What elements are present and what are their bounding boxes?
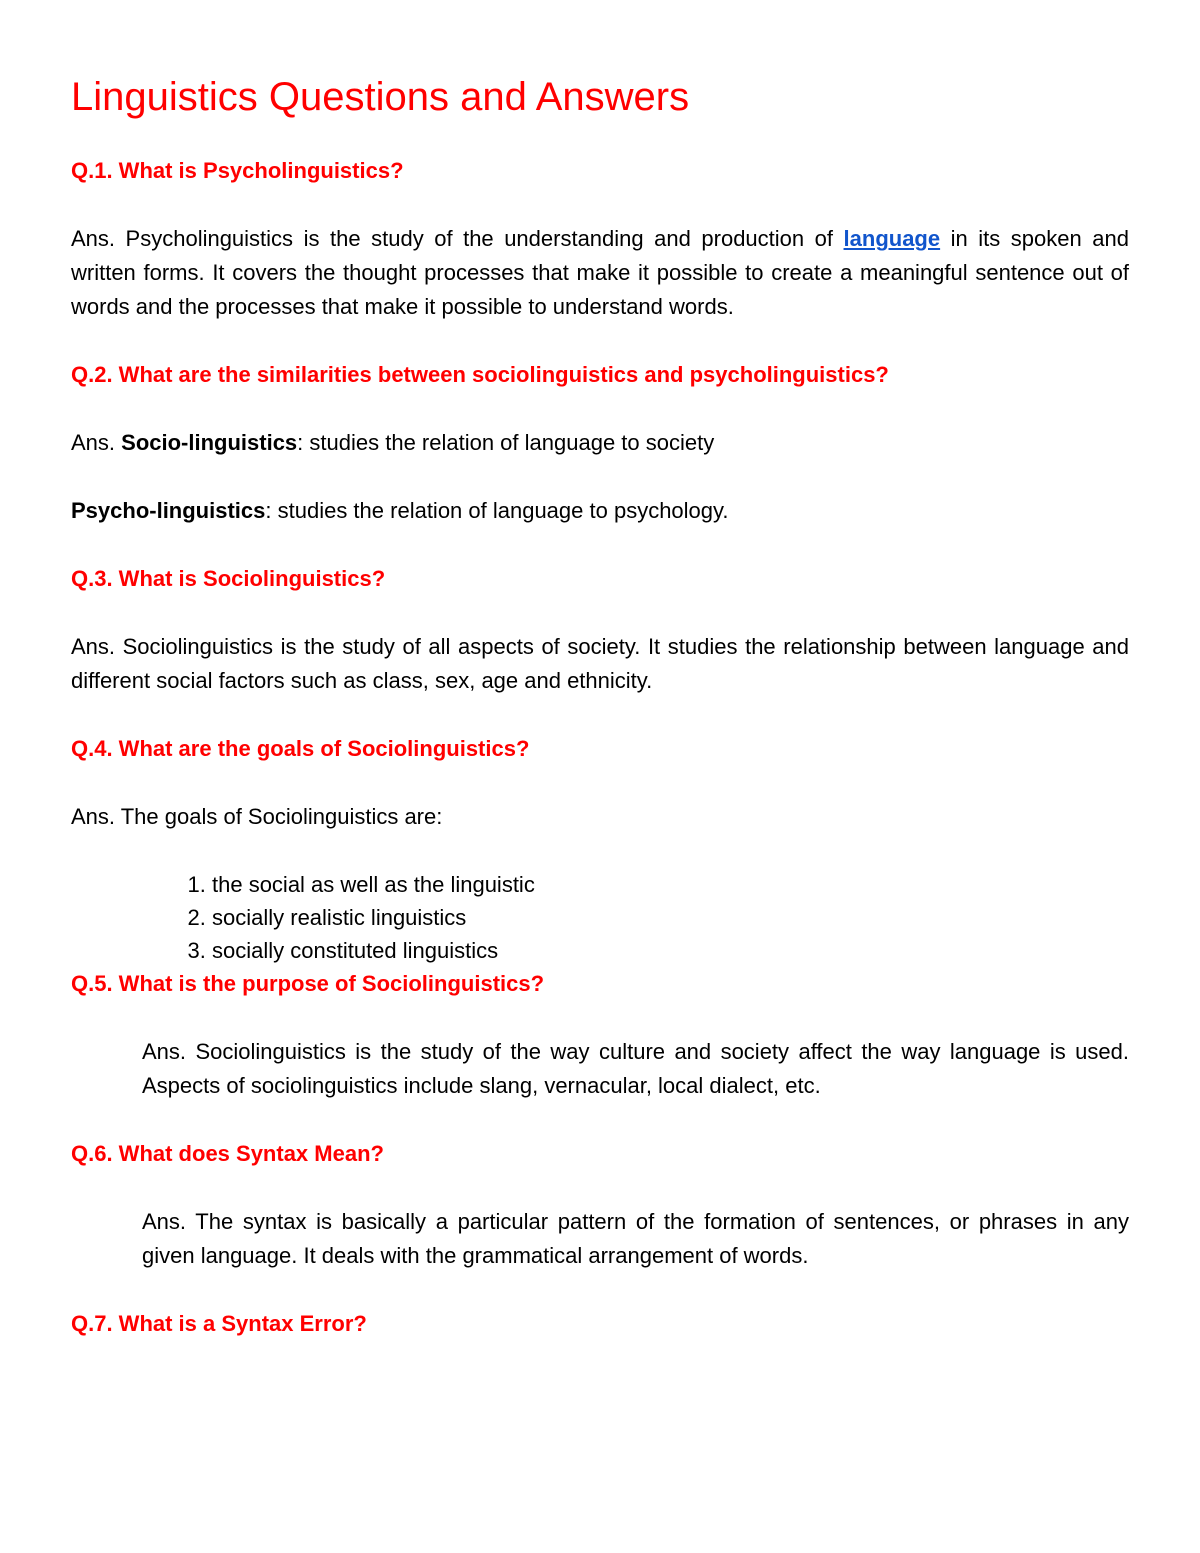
question-6: Q.6. What does Syntax Mean? <box>71 1141 384 1166</box>
list-item: 3. socially constituted linguistics <box>212 934 1129 967</box>
answer-6: Ans. The syntax is basically a particular pattern of the formation of sentences, or phrases in any given language. It deals with the grammatical arrangement of words. <box>142 1209 1129 1268</box>
question-1: Q.1. What is Psycholinguistics? <box>71 158 404 183</box>
list-item: 2. socially realistic linguistics <box>212 901 1129 934</box>
document-page <box>71 72 1129 1341</box>
answer-3: Ans. Sociolinguistics is the study of all aspects of society. It studies the relationship between language and different social factors such as class, sex, age and ethnicity. <box>71 634 1129 693</box>
question-4: Q.4. What are the goals of Sociolinguistics? <box>71 736 530 761</box>
question-2: Q.2. What are the similarities between sociolinguistics and psycholinguistics? <box>71 362 889 387</box>
psycho-linguistics-term: Psycho-linguistics <box>71 498 266 523</box>
socio-linguistics-term: Socio-linguistics <box>121 430 298 455</box>
answer-2-psycho <box>71 494 1129 528</box>
socio-linguistics-definition: : studies the relation of language to society <box>297 430 715 455</box>
answer-1 <box>71 222 1129 324</box>
answer-5: Ans. Sociolinguistics is the study of the way culture and society affect the way language is used. Aspects of sociolinguistics include slang, vernacular, local dialect, etc. <box>142 1039 1129 1098</box>
language-link[interactable]: language <box>843 226 941 251</box>
question-7: Q.7. What is a Syntax Error? <box>71 1311 367 1336</box>
answer-4: Ans. The goals of Sociolinguistics are: <box>71 804 443 829</box>
answer-1-text-pre: Ans. Psycholinguistics is the study of the understanding and production of <box>71 226 844 251</box>
list-item: 1. the social as well as the linguistic <box>212 868 1129 901</box>
psycho-linguistics-definition: : studies the relation of language to psychology. <box>265 498 729 523</box>
question-3: Q.3. What is Sociolinguistics? <box>71 566 386 591</box>
answer-2-socio <box>71 426 1129 460</box>
answer-1-text-post: in its spoken and written forms. It covers the thought processes that make it possible to create a meaningful sentence out of words and the processes that make it possible to understand words. <box>71 226 1129 319</box>
answer-2-prefix: Ans. <box>71 430 122 455</box>
goals-list <box>71 868 1129 967</box>
page-title: Linguistics Questions and Answers <box>71 75 690 119</box>
question-5: Q.5. What is the purpose of Sociolinguistics? <box>71 971 545 996</box>
